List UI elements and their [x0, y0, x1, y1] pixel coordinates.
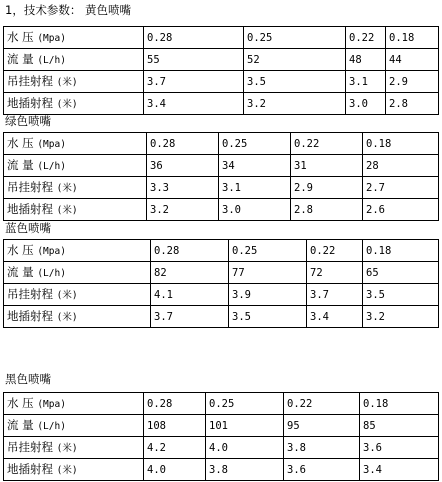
table-row: [4, 199, 439, 221]
row-label-flow-rate: 流 量: [7, 51, 34, 66]
table-cell: 44: [386, 49, 439, 71]
table-cell: 3.8: [206, 459, 284, 481]
table-cell: 0.18: [363, 240, 439, 262]
table-cell: 3.6: [360, 437, 439, 459]
table-cell: 0.18: [363, 133, 439, 155]
table-row: [4, 393, 439, 415]
table-cell: 34: [219, 155, 291, 177]
table-cell: 3.2: [363, 306, 439, 328]
row-label-flow-rate: 流 量: [7, 157, 34, 172]
section-title-black-nozzle: 黑色喷嘴: [5, 372, 51, 386]
table-cell: 3.0: [219, 199, 291, 221]
table-row: [4, 49, 439, 71]
table-cell: 101: [206, 415, 284, 437]
row-unit: (米): [56, 98, 78, 110]
table-cell: 3.7: [144, 71, 244, 93]
row-unit: (Mpa): [37, 398, 66, 410]
row-label-water-pressure: 水 压: [7, 135, 34, 150]
table-cell: 2.9: [291, 177, 363, 199]
row-unit: (Mpa): [37, 138, 66, 150]
table-cell: 0.25: [206, 393, 284, 415]
row-label-hanging-range: 吊挂射程: [7, 179, 53, 194]
section-title-blue-nozzle: 蓝色喷嘴: [5, 221, 51, 235]
table-cell: 0.28: [144, 27, 244, 49]
table-cell: 2.7: [363, 177, 439, 199]
table-cell: 0.22: [307, 240, 363, 262]
table-cell: 0.22: [291, 133, 363, 155]
table-cell: 3.9: [229, 284, 307, 306]
table-cell: 3.5: [244, 71, 346, 93]
table-cell: 3.3: [147, 177, 219, 199]
table-cell: 3.1: [346, 71, 386, 93]
table-cell: 3.5: [229, 306, 307, 328]
table-row: [4, 284, 439, 306]
table-cell: 52: [244, 49, 346, 71]
row-unit: (米): [56, 182, 78, 194]
row-unit: (L/h): [37, 267, 66, 279]
row-label-ground-range: 地插射程: [7, 201, 53, 216]
table-row: [4, 240, 439, 262]
row-label-water-pressure: 水 压: [7, 242, 34, 257]
row-unit: (米): [56, 311, 78, 323]
table-cell: 3.6: [284, 459, 360, 481]
table-cell: 2.9: [386, 71, 439, 93]
table-cell: 4.2: [144, 437, 206, 459]
table-cell: 4.0: [144, 459, 206, 481]
row-label-water-pressure: 水 压: [7, 29, 34, 44]
table-cell: 0.25: [229, 240, 307, 262]
table-cell: 2.8: [291, 199, 363, 221]
table-row: [4, 415, 439, 437]
table-cell: 48: [346, 49, 386, 71]
table-cell: 72: [307, 262, 363, 284]
row-unit: (L/h): [37, 54, 66, 66]
table-row: [4, 155, 439, 177]
table-row: [4, 93, 439, 115]
table-cell: 31: [291, 155, 363, 177]
table-cell: 2.6: [363, 199, 439, 221]
table-cell: 4.0: [206, 437, 284, 459]
table-cell: 3.4: [360, 459, 439, 481]
row-unit: (L/h): [37, 420, 66, 432]
table-cell: 3.4: [144, 93, 244, 115]
table-cell: 55: [144, 49, 244, 71]
row-unit: (L/h): [37, 160, 66, 172]
table-cell: 2.8: [386, 93, 439, 115]
spec-table-blue-nozzle: [3, 239, 439, 328]
spec-table-black-nozzle: [3, 392, 439, 481]
table-cell: 3.2: [147, 199, 219, 221]
table-cell: 85: [360, 415, 439, 437]
table-cell: 3.0: [346, 93, 386, 115]
row-label-ground-range: 地插射程: [7, 461, 53, 476]
table-cell: 28: [363, 155, 439, 177]
row-unit: (米): [56, 204, 78, 216]
row-label-ground-range: 地插射程: [7, 308, 53, 323]
table-cell: 4.1: [151, 284, 229, 306]
table-cell: 0.28: [151, 240, 229, 262]
row-unit: (Mpa): [37, 32, 66, 44]
table-cell: 0.18: [386, 27, 439, 49]
table-cell: 0.28: [144, 393, 206, 415]
table-cell: 3.7: [151, 306, 229, 328]
row-label-hanging-range: 吊挂射程: [7, 73, 53, 88]
table-cell: 0.25: [244, 27, 346, 49]
table-cell: 3.2: [244, 93, 346, 115]
row-unit: (米): [56, 442, 78, 454]
table-cell: 65: [363, 262, 439, 284]
row-label-flow-rate: 流 量: [7, 264, 34, 279]
table-cell: 77: [229, 262, 307, 284]
table-cell: 95: [284, 415, 360, 437]
table-cell: 0.25: [219, 133, 291, 155]
row-label-flow-rate: 流 量: [7, 417, 34, 432]
table-cell: 0.22: [284, 393, 360, 415]
table-row: [4, 177, 439, 199]
table-cell: 36: [147, 155, 219, 177]
table-cell: 0.18: [360, 393, 439, 415]
section-title-yellow-nozzle: 1，技术参数： 黄色喷嘴: [5, 3, 131, 17]
table-row: [4, 459, 439, 481]
table-row: [4, 27, 439, 49]
table-cell: 3.8: [284, 437, 360, 459]
table-cell: 3.7: [307, 284, 363, 306]
row-label-hanging-range: 吊挂射程: [7, 439, 53, 454]
row-unit: (米): [56, 464, 78, 476]
table-cell: 82: [151, 262, 229, 284]
table-cell: 3.1: [219, 177, 291, 199]
row-unit: (米): [56, 289, 78, 301]
row-label-ground-range: 地插射程: [7, 95, 53, 110]
table-cell: 0.22: [346, 27, 386, 49]
spec-table-yellow-nozzle: [3, 26, 439, 115]
row-unit: (Mpa): [37, 245, 66, 257]
spec-table-green-nozzle: [3, 132, 439, 221]
row-label-water-pressure: 水 压: [7, 395, 34, 410]
table-cell: 108: [144, 415, 206, 437]
table-row: [4, 306, 439, 328]
table-row: [4, 437, 439, 459]
table-row: [4, 133, 439, 155]
table-cell: 0.28: [147, 133, 219, 155]
section-title-green-nozzle: 绿色喷嘴: [5, 114, 51, 128]
table-row: [4, 262, 439, 284]
table-cell: 3.5: [363, 284, 439, 306]
row-unit: (米): [56, 76, 78, 88]
table-row: [4, 71, 439, 93]
table-cell: 3.4: [307, 306, 363, 328]
row-label-hanging-range: 吊挂射程: [7, 286, 53, 301]
